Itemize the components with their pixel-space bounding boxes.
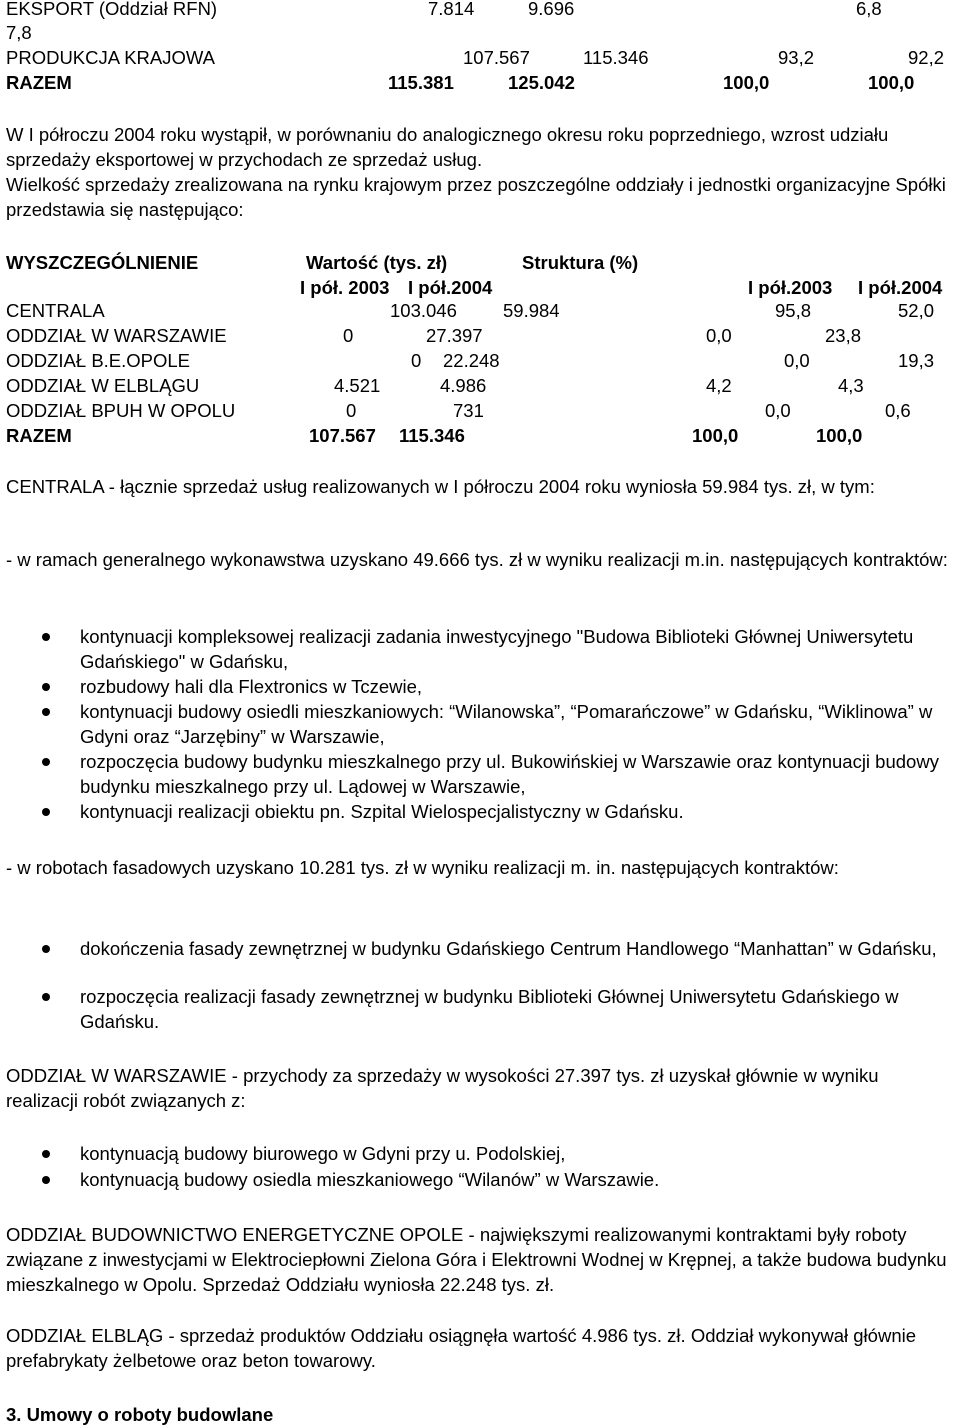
dept-row-v2003: 107.567 (309, 425, 376, 446)
dept-row-label: ODDZIAŁ BPUH W OPOLU (6, 400, 236, 421)
dept-row-v2004: 22.248 (443, 350, 500, 371)
elblag-paragraph: ODDZIAŁ ELBLĄG - sprzedaż produktów Oddziału osiągnęła wartość 4.986 tys. zł. Oddział wykonywał głównie prefabrykaty żelbetowe oraz beton towarowy. (6, 1325, 917, 1371)
centrala-paragraph: CENTRALA - łącznie sprzedaż usług realizowanych w I półroczu 2004 roku wyniosła 59.984 tys. zł, w tym: (6, 476, 875, 497)
dept-row-s2003: 0,0 (765, 400, 791, 421)
bullet-icon (42, 683, 50, 691)
bullet-icon (42, 633, 50, 641)
dept-row-v2003: 0 (346, 400, 357, 421)
top-row-v2004: 9.696 (528, 0, 575, 19)
top-row-s2004: 100,0 (868, 72, 915, 93)
list-item: rozpoczęcia budowy budynku mieszkalnego przy ul. Bukowińskiej w Warszawie oraz kontynuacji budowy budynku mieszkalnego przy ul. Lądowej w Warszawie, (80, 751, 939, 797)
list-item: kontynuacji budowy osiedli mieszkaniowych: “Wilanowska”, “Pomarańczowe” w Gdańsku, “Wiklinowa” w Gdyni oraz “Jarzębiny” w Warszawie, (80, 701, 933, 747)
dept-row-s2004: 100,0 (816, 425, 863, 446)
bullet-icon (42, 808, 50, 816)
dept-header-structure: Struktura (%) (522, 252, 639, 273)
list-item: rozpoczęcia realizacji fasady zewnętrznej w budynku Biblioteki Głównej Uniwersytetu Gdańskiego w Gdańsku. (80, 986, 899, 1032)
dept-row-s2004: 23,8 (825, 325, 862, 346)
dept-row-v2004: 59.984 (503, 300, 560, 321)
dept-row-s2004: 4,3 (838, 375, 864, 396)
intro-paragraph-1: W I półroczu 2004 roku wystąpił, w porównaniu do analogicznego okresu roku poprzedniego, wzrost udziału sprzedaży eksportowej w przychodach ze sprzedaż usług. (6, 124, 889, 170)
bullet-icon (42, 945, 50, 953)
top-row-v2004: 115.346 (583, 47, 649, 68)
dept-header-value: Wartość (tys. zł) (306, 252, 448, 273)
dept-row-v2004: 27.397 (426, 325, 483, 346)
top-row-s2003: 100,0 (723, 72, 770, 93)
dept-row-s2003: 100,0 (692, 425, 739, 446)
top-row-label: EKSPORT (Oddział RFN) (6, 0, 218, 19)
dept-row-label: CENTRALA (6, 300, 105, 321)
top-row-s2003: 6,8 (856, 0, 882, 19)
top-row-s2003: 93,2 (778, 47, 815, 68)
dept-row-v2003: 103.046 (390, 300, 457, 321)
list-item: rozbudowy hali dla Flextronics w Tczewie, (80, 676, 423, 697)
dept-header-label: WYSZCZEGÓLNIENIE (6, 252, 199, 273)
bullet-icon (42, 708, 50, 716)
dept-header-v2003: I pół. 2003 (300, 277, 390, 298)
bullet-icon (42, 1150, 50, 1158)
centrala-gw-intro: - w ramach generalnego wykonawstwa uzyskano 49.666 tys. zł w wyniku realizacji m.in. następujących kontraktów: (6, 549, 948, 570)
dept-row-s2003: 95,8 (775, 300, 812, 321)
top-row-v2004: 125.042 (508, 72, 575, 93)
bullet-icon (42, 993, 50, 1001)
dept-row-label: ODDZIAŁ W WARSZAWIE (6, 325, 227, 346)
dept-row-label: ODDZIAŁ B.E.OPOLE (6, 350, 191, 371)
list-item: dokończenia fasady zewnętrznej w budynku Gdańskiego Centrum Handlowego “Manhattan” w Gdańsku, (80, 938, 937, 959)
dept-row-v2004: 731 (453, 400, 484, 421)
dept-row-label: RAZEM (6, 425, 72, 446)
dept-row-s2004: 19,3 (898, 350, 935, 371)
list-item: kontynuacji kompleksowej realizacji zadania inwestycyjnego "Budowa Biblioteki Głównej Uniwersytetu Gdańskiego" w Gdańsku, (80, 626, 914, 672)
top-row-s2004: 92,2 (908, 47, 945, 68)
dept-row-v2003: 0 (343, 325, 354, 346)
dept-row-s2003: 4,2 (706, 375, 732, 396)
top-row-v2003: 115.381 (388, 72, 454, 93)
dept-row-s2004: 0,6 (885, 400, 911, 421)
opole-paragraph: ODDZIAŁ BUDOWNICTWO ENERGETYCZNE OPOLE - największymi realizowanymi kontraktami były roboty związane z inwestycjami w Elektrociepłowni Zielona Góra i Elektrowni Wodnej w Krępnej, a także budowa budynku mieszkalnego w Opolu. Sprzedaż Oddziału wyniosła 22.248 tys. zł. (6, 1224, 947, 1295)
dept-row-v2004: 115.346 (399, 425, 465, 446)
dept-header-s2004: I pół.2004 (858, 277, 943, 298)
top-row-s2004: 7,8 (6, 22, 32, 43)
list-item: kontynuacją budowy biurowego w Gdyni przy u. Podolskiej, (80, 1143, 566, 1164)
top-row-v2003: 7.814 (428, 0, 475, 19)
top-row-v2003: 107.567 (463, 47, 530, 68)
dept-row-v2003: 0 (411, 350, 422, 371)
list-item: kontynuacją budowy osiedla mieszkaniowego “Wilanów” w Warszawie. (80, 1169, 660, 1190)
list-item: kontynuacji realizacji obiektu pn. Szpital Wielospecjalistyczny w Gdańsku. (80, 801, 684, 822)
dept-row-s2003: 0,0 (706, 325, 732, 346)
bullet-icon (42, 758, 50, 766)
centrala-facade-intro: - w robotach fasadowych uzyskano 10.281 tys. zł w wyniku realizacji m. in. następujących kontraktów: (6, 857, 839, 878)
dept-header-s2003: I pół.2003 (748, 277, 833, 298)
warszawa-paragraph: ODDZIAŁ W WARSZAWIE - przychody za sprzedaży w wysokości 27.397 tys. zł uzyskał głównie w wyniku realizacji robót związanych z: (6, 1065, 879, 1111)
dept-row-label: ODDZIAŁ W ELBLĄGU (6, 375, 200, 396)
top-row-label: RAZEM (6, 72, 72, 93)
bullet-icon (42, 1176, 50, 1184)
intro-paragraph-2: Wielkość sprzedaży zrealizowana na rynku krajowym przez poszczególne oddziały i jednostki organizacyjne Spółki przedstawia się następująco: (6, 174, 946, 220)
top-row-label: PRODUKCJA KRAJOWA (6, 47, 216, 68)
dept-row-s2004: 52,0 (898, 300, 935, 321)
section-heading: 3. Umowy o roboty budowlane (6, 1404, 274, 1425)
dept-row-s2003: 0,0 (784, 350, 810, 371)
dept-row-v2004: 4.986 (440, 375, 487, 396)
dept-row-v2003: 4.521 (334, 375, 381, 396)
dept-header-v2004: I pół.2004 (408, 277, 493, 298)
